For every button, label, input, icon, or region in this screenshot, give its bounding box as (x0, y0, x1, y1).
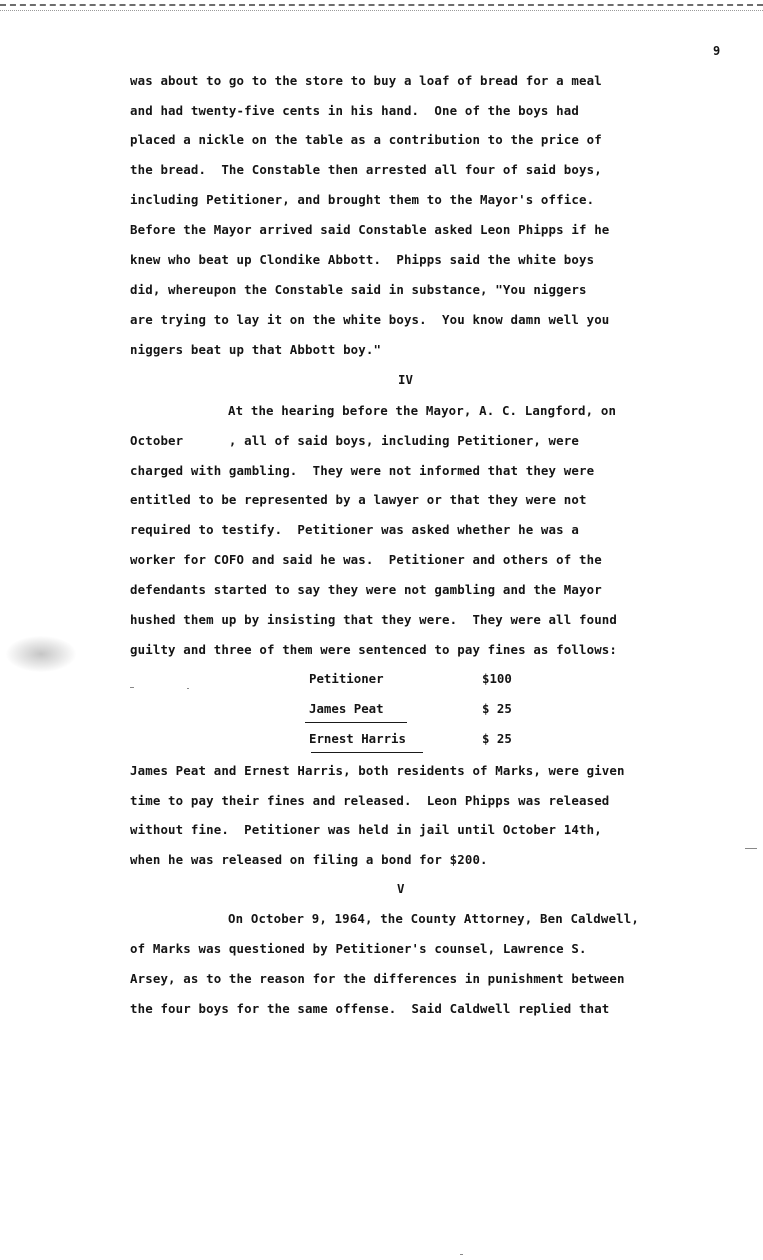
handwritten-underline (305, 722, 407, 723)
text-line: entitled to be represented by a lawyer or that they were not (130, 492, 587, 507)
fine-amount: $ 25 (482, 701, 512, 716)
text-line: was about to go to the store to buy a loaf of bread for a meal (130, 73, 602, 88)
text-line: On October 9, 1964, the County Attorney, Ben Caldwell, (228, 911, 639, 926)
fine-name: James Peat (309, 701, 384, 716)
text-line: including Petitioner, and brought them to the Mayor's office. (130, 192, 595, 207)
section-heading-v: V (397, 881, 405, 896)
text-line: did, whereupon the Constable said in substance, "You niggers (130, 282, 587, 297)
top-border-rule (0, 4, 763, 6)
text-line: and had twenty-five cents in his hand. One of the boys had (130, 103, 579, 118)
text-line: of Marks was questioned by Petitioner's counsel, Lawrence S. (130, 941, 587, 956)
scan-mark (187, 688, 189, 689)
scan-smudge (6, 636, 76, 672)
scan-mark (130, 687, 134, 688)
scan-mark (745, 848, 757, 849)
fine-name: Petitioner (309, 671, 384, 686)
text-line: knew who beat up Clondike Abbott. Phipps said the white boys (130, 252, 595, 267)
text-line: placed a nickle on the table as a contribution to the price of (130, 132, 602, 147)
section-heading-iv: IV (398, 372, 413, 387)
text-line: without fine. Petitioner was held in jail until October 14th, (130, 822, 602, 837)
handwritten-underline (311, 752, 423, 753)
text-line: are trying to lay it on the white boys. You know damn well you (130, 312, 610, 327)
text-line: worker for COFO and said he was. Petitioner and others of the (130, 552, 602, 567)
text-line: October , all of said boys, including Petitioner, were (130, 433, 579, 448)
fine-amount: $ 25 (482, 731, 512, 746)
text-line: Arsey, as to the reason for the differences in punishment between (130, 971, 625, 986)
text-line: hushed them up by insisting that they were. They were all found (130, 612, 618, 627)
text-line: guilty and three of them were sentenced to pay fines as follows: (130, 642, 618, 657)
text-line: when he was released on filing a bond for $200. (130, 852, 488, 867)
text-line: defendants started to say they were not gambling and the Mayor (130, 582, 602, 597)
text-line: niggers beat up that Abbott boy." (130, 342, 382, 357)
text-line: required to testify. Petitioner was asked whether he was a (130, 522, 579, 537)
text-line: charged with gambling. They were not informed that they were (130, 463, 595, 478)
text-line: the four boys for the same offense. Said Caldwell replied that (130, 1001, 610, 1016)
text-line: time to pay their fines and released. Leon Phipps was released (130, 793, 610, 808)
top-border-rule-secondary (0, 10, 763, 11)
page-number: 9 (713, 44, 721, 58)
text-line: James Peat and Ernest Harris, both residents of Marks, were given (130, 763, 625, 778)
text-line: the bread. The Constable then arrested all four of said boys, (130, 162, 602, 177)
text-line: Before the Mayor arrived said Constable asked Leon Phipps if he (130, 222, 610, 237)
text-line: At the hearing before the Mayor, A. C. Langford, on (228, 403, 617, 418)
fine-name: Ernest Harris (309, 731, 406, 746)
scan-mark (460, 1254, 463, 1255)
fine-amount: $100 (482, 671, 512, 686)
